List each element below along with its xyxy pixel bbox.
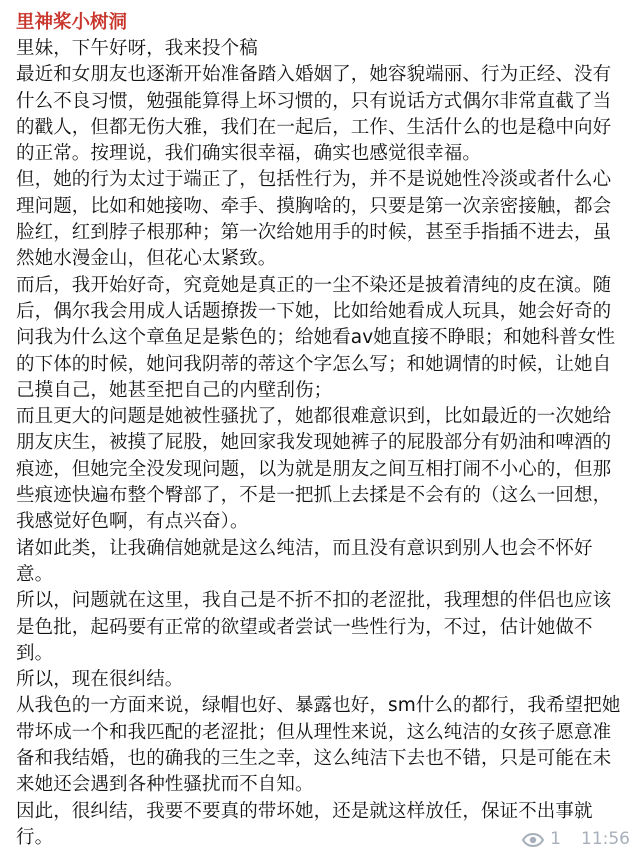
message-meta xyxy=(522,829,630,849)
eye-icon xyxy=(522,832,544,846)
message-paragraph: 从我色的一方面来说，绿帽也好、暴露也好，sm什么的都行，我希望把她带坏成一个和我匹配的老涩批；但从理性来说，这么纯洁的女孩子愿意准备和我结婚，也的确我的三生之幸，这么纯洁下去也不错，只是可能在未来她还会遇到各种性骚扰而不自知。 xyxy=(16,695,621,796)
message-paragraph: 所以，问题就在这里，我自己是不折不扣的老涩批，我理想的伴侣也应该是色批，起码要有正常的欲望或者尝试一些性行为，不过，估计她做不到。 xyxy=(16,590,612,664)
message-paragraph: 而且更大的问题是她被性骚扰了，她都很难意识到，比如最近的一次她给朋友庆生，被摸了屁股，她回家我发现她裤子的屁股部分有奶油和啤酒的痕迹，但她完全没发现问题，以为就是朋友之间互相打闹不小心的，但那些痕迹快遍布整个臀部了，不是一把抓上去揉是不会有的（这么一回想，我感觉好色啊，有点兴奋）。 xyxy=(16,406,612,533)
message-paragraph: 而后，我开始好奇，究竟她是真正的一尘不染还是披着清纯的皮在演。随后，偶尔我会用成人话题撩拨一下她，比如给她看成人玩具，她会好奇的问我为什么这个章鱼足是紫色的；给她看av她直接不睁眼；和她科普女性的下体的时候，她问我阴蒂的蒂这个字怎么写；和她调情的时候，让她自己摸自己，她甚至把自己的内壁刮伤； xyxy=(16,274,616,401)
message-paragraph: 最近和女朋友也逐渐开始准备踏入婚姻了，她容貌端丽、行为正经、没有什么不良习惯，勉强能算得上坏习惯的，只有说话方式偶尔非常直截了当的戳人，但都无伤大雅，我们在一起后，工作、生活什么的也是稳中向好的正常。按理说，我们确实很幸福，确实也感觉很幸福。 xyxy=(16,64,612,165)
message-text xyxy=(16,36,626,851)
message-paragraph: 所以，现在很纠结。 xyxy=(16,669,184,691)
message-time: 11:56 xyxy=(581,829,630,849)
message-paragraph: 但，她的行为太过于端正了，包括性行为，并不是说她性冷淡或者什么心理问题，比如和她接吻、牵手、摸胸啥的，只要是第一次亲密接触，都会脸红，红到脖子根那种；第一次给她用手的时候，甚至手指插不进去，虽然她水漫金山，但花心太紧致。 xyxy=(16,169,612,270)
message-paragraph: 诸如此类，让我确信她就是这么纯洁，而且没有意识到别人也会不怀好意。 xyxy=(16,537,593,585)
message-paragraph: 里妹，下午好呀，我来投个稿 xyxy=(16,38,258,59)
sender-name[interactable]: 里神桨小树洞 xyxy=(16,12,128,33)
message-paragraph: 因此，很纠结，我要不要真的带坏她，还是就这样放任，保证不出事就行。 xyxy=(16,800,593,848)
view-count: 1 xyxy=(550,829,561,849)
